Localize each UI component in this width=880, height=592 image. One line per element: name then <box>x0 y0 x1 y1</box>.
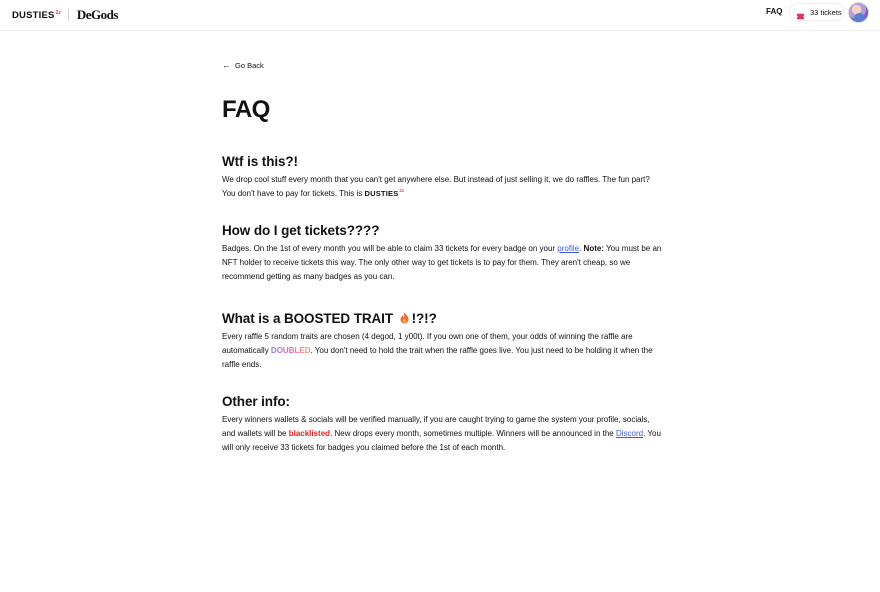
dusties-inline-logo: DUSTIES <box>364 189 399 198</box>
fire-icon <box>399 312 410 324</box>
answer-text: Every raffle 5 random traits are chosen (4 degod, 1 y00t). If you own one of them, your odds of winning the raffle are automatically <box>222 332 633 355</box>
answer-text: . You don't need to hold the trait when the raffle goes live. You just need to be holding it when the raffle ends. <box>222 346 653 369</box>
blacklisted-highlight: blacklisted <box>288 429 331 438</box>
faq-answer-wtf <box>222 173 662 202</box>
answer-text: Badges. On the 1st of every month you will be able to claim 33 tickets for every badge on your <box>222 244 558 253</box>
brand-divider <box>68 9 69 21</box>
faq-heading-wtf: Wtf is this?! <box>222 154 298 169</box>
answer-text: Every winners wallets & socials will be verified manually, if you are caught trying to game the system your profile, socials, and wallets will be <box>222 415 650 438</box>
top-navigation-bar <box>0 0 880 31</box>
faq-section-tickets <box>222 223 662 284</box>
answer-text: . <box>579 244 584 253</box>
dusties-logo-superscript: 2z <box>55 10 61 16</box>
doubled-highlight: DOUBLED <box>270 346 311 355</box>
faq-section-wtf <box>222 154 662 202</box>
ticket-icon <box>796 8 805 17</box>
arrow-left-icon: ← <box>222 59 231 70</box>
faq-answer-other <box>222 413 662 455</box>
faq-heading-boosted <box>222 311 662 327</box>
faq-heading-tickets: How do I get tickets???? <box>222 223 380 238</box>
go-back-link[interactable] <box>222 55 662 75</box>
discord-link[interactable]: Discord <box>615 429 644 438</box>
note-label: Note: <box>583 244 604 253</box>
faq-answer-tickets <box>222 242 662 284</box>
faq-section-boosted <box>222 311 662 372</box>
brand-logo[interactable] <box>12 7 118 23</box>
heading-text: !?!? <box>411 311 437 326</box>
answer-text: We drop cool stuff every month that you can't get anywhere else. But instead of just selling it, we do raffles. The fun part? You don't have to pay for tickets. This is <box>222 175 650 198</box>
answer-text: . New drops every month, sometimes multiple. Winners will be announced in the <box>330 429 616 438</box>
answer-text: You must be an NFT holder to receive tickets this way. The only other way to get tickets is to pay for them. They aren't cheap, so we recommend getting as many badges as you can. <box>222 244 662 281</box>
go-back-label: Go Back <box>235 60 264 70</box>
degods-logo-text: DeGods <box>76 7 118 22</box>
answer-text: . You will only receive 33 tickets for badges you claimed before the 1st of each month. <box>222 429 661 452</box>
dusties-logo-text: DUSTIES <box>12 9 55 21</box>
faq-content <box>222 55 662 125</box>
user-avatar[interactable] <box>848 2 869 23</box>
dusties-inline-superscript: 2z <box>399 188 405 193</box>
profile-link[interactable]: profile <box>557 244 580 253</box>
faq-heading-other: Other info: <box>222 394 290 409</box>
page-title: FAQ <box>222 96 270 123</box>
tickets-count: 33 tickets <box>810 7 842 17</box>
faq-answer-boosted <box>222 330 662 372</box>
heading-text: What is a BOOSTED TRAIT <box>222 311 393 326</box>
nav-faq-link[interactable]: FAQ <box>766 7 783 16</box>
tickets-button[interactable] <box>789 3 845 21</box>
faq-section-other <box>222 394 662 455</box>
